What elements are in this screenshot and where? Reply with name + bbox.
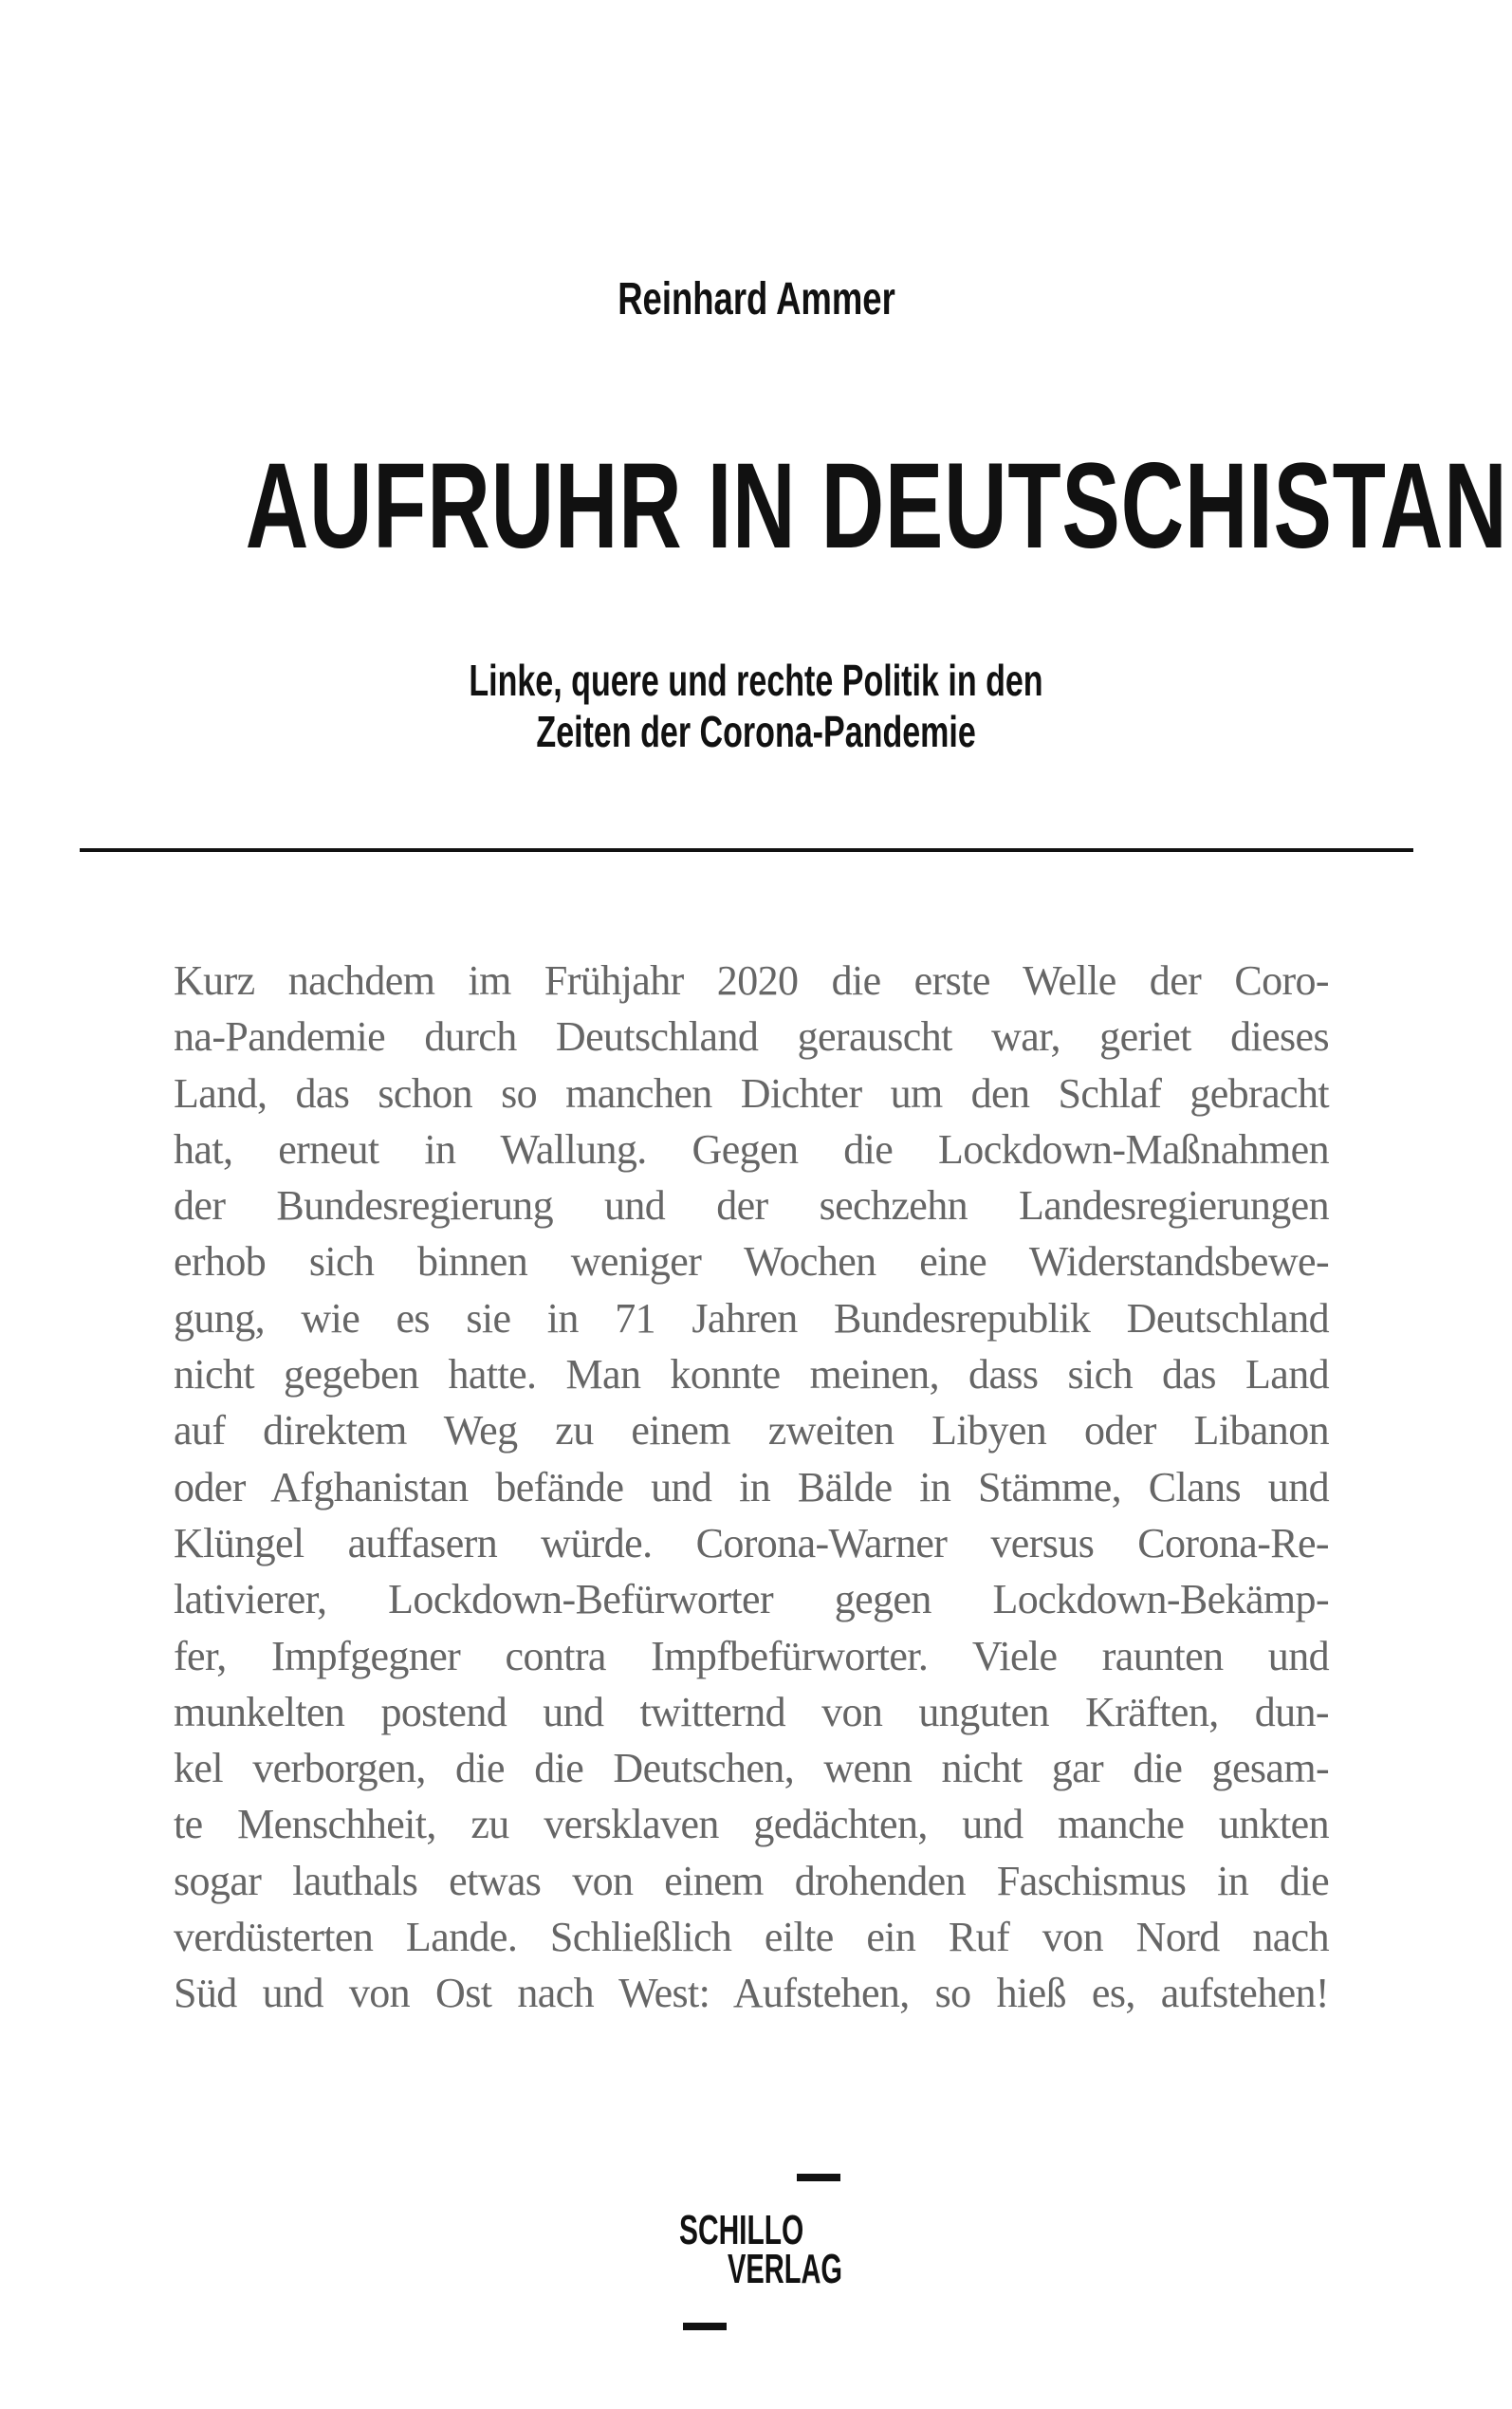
- blurb-line: fer, Impfgegner contra Impfbefürworter. Viele raunten und: [174, 1632, 1329, 1679]
- logo-bar-bottom: [683, 2323, 727, 2330]
- blurb-line: te Menschheit, zu versklaven gedächten, und manche unkten: [174, 1801, 1329, 1848]
- publisher-line-2: VERLAG: [728, 2246, 843, 2292]
- blurb-line: sogar lauthals etwas von einem drohenden Faschismus in die: [174, 1857, 1329, 1904]
- publisher-line-1: SCHILLO: [679, 2207, 804, 2253]
- divider-rule: [80, 848, 1413, 852]
- logo-bar-top: [797, 2174, 840, 2181]
- blurb-line: kel verborgen, die die Deutschen, wenn nicht gar die gesam-: [174, 1745, 1329, 1792]
- author-name: [0, 273, 1512, 325]
- blurb-line: oder Afghanistan befände und in Bälde in Stämme, Clans und: [174, 1463, 1329, 1510]
- blurb-line: hat, erneut in Wallung. Gegen die Lockdown-Maßnahmen: [174, 1125, 1329, 1173]
- subtitle-line-1: Linke, quere und rechte Politik in den: [469, 656, 1043, 705]
- blurb-line: Kurz nachdem im Frühjahr 2020 die erste Welle der Coro-: [174, 957, 1329, 1004]
- blurb-line: nicht gegeben hatte. Man konnte meinen, dass sich das Land: [174, 1351, 1329, 1399]
- book-title-text: AUFRUHR IN DEUTSCHISTAN: [245, 438, 1508, 574]
- author-text: Reinhard Ammer: [617, 274, 895, 324]
- blurb-line: lativierer, Lockdown-Befürworter gegen Lockdown-Bekämp-: [174, 1576, 1329, 1623]
- blurb-line: verdüsterten Lande. Schließlich eilte ein Ruf von Nord nach: [174, 1914, 1329, 1961]
- blurb-line: Süd und von Ost nach West: Aufstehen, so hieß es, aufstehen!: [174, 1970, 1329, 2017]
- blurb-line: gung, wie es sie in 71 Jahren Bundesrepublik Deutschland: [174, 1294, 1329, 1342]
- blurb-text: [174, 953, 1329, 2022]
- book-title: [0, 438, 1512, 574]
- blurb-line: Land, das schon so manchen Dichter um den Schlaf gebracht: [174, 1069, 1329, 1117]
- blurb-line: Klüngel auffasern würde. Corona-Warner versus Corona-Re-: [174, 1519, 1329, 1566]
- subtitle-line-2: Zeiten der Corona-Pandemie: [536, 707, 976, 756]
- blurb-line: na-Pandemie durch Deutschland gerauscht war, geriet dieses: [174, 1013, 1329, 1061]
- blurb-line: erhob sich binnen weniger Wochen eine Widerstandsbewe-: [174, 1238, 1329, 1286]
- blurb-line: munkelten postend und twitternd von unguten Kräften, dun-: [174, 1688, 1329, 1735]
- blurb-line: auf direktem Weg zu einem zweiten Libyen oder Libanon: [174, 1407, 1329, 1455]
- book-subtitle: [0, 655, 1512, 757]
- publisher-logo: [679, 2207, 850, 2292]
- blurb-line: der Bundesregierung und der sechzehn Landesregierungen: [174, 1182, 1329, 1230]
